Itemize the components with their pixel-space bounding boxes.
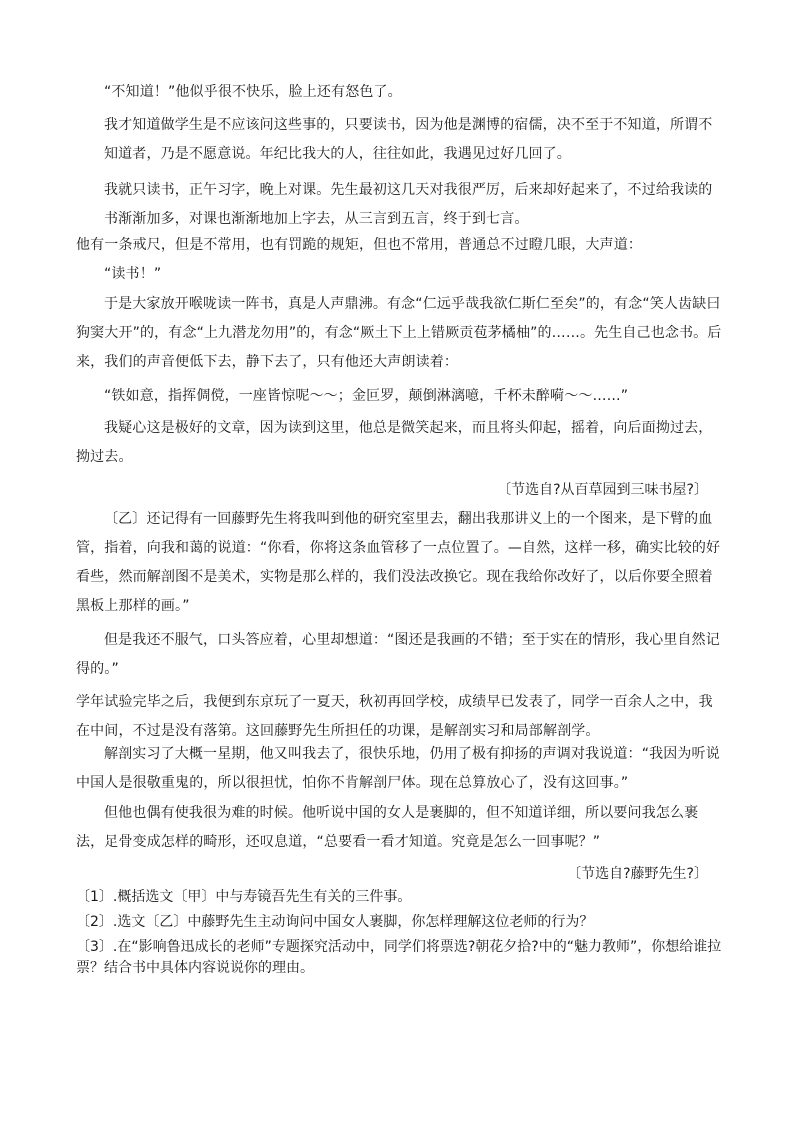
jia-paragraph-1: “不知道！”他似乎很不快乐，脸上还有怒色了。 xyxy=(104,84,402,100)
jia-paragraph-8: 我疑心这是极好的文章，因为读到这里，他总是微笑起来，而且将头仰起，摇着，向后面拗过去，拗过去。 xyxy=(76,420,713,465)
question-3: 〔3〕.在“影响鲁迅成长的老师”专题探究活动中，同学们将票选?朝花夕拾?中的“魅力教师”，你想给谁拉票？结合书中具体内容说说你的理由。 xyxy=(76,939,722,976)
yi-paragraph-3: 学年试验完毕之后，我便到东京玩了一夏天，秋初再回学校，成绩早已发表了，同学一百余人之中，我在中间，不过是没有落第。这回藤野先生所担任的功课，是解剖实习和局部解剖学。 xyxy=(76,694,713,739)
jia-paragraph-7: “铁如意，指挥倜傥，一座皆惊呢～～；金叵罗，颠倒淋漓噫，千杯未醉嗬～～……” xyxy=(104,388,629,404)
yi-source: 〔节选自?藤野先生?〕 xyxy=(567,866,708,882)
question-2: 〔2〕.选文〔乙〕中藤野先生主动询问中国女人裹脚，你怎样理解这位老师的行为？ xyxy=(76,914,594,930)
yi-paragraph-1: 〔乙〕还记得有一回藤野先生将我叫到他的研究室里去，翻出我那讲义上的一个图来，是下臂的血管，指着，向我和蔼的说道：“你看，你将这条血管移了一点位置了。—自然，这样一移，确实比较的好看些，然而解剖图不是美术，实物是那么样的，我们没法改换它。现在我给你改好了，以后你要全照着黑板上那样的画。” xyxy=(76,511,721,614)
jia-paragraph-4: 他有一条戒尺，但是不常用，也有罚跪的规矩，但也不常用，普通总不过瞪几眼，大声道： xyxy=(76,237,642,253)
jia-paragraph-6: 于是大家放开喉咙读一阵书，真是人声鼎沸。有念“仁远乎哉我欲仁斯仁至矣”的，有念“笑人齿缺曰狗窦大开”的，有念“上九潜龙勿用”的，有念“厥土下上上错厥贡苞茅橘柚”的……。先生自己也念书。后来，我们的声音便低下去，静下去了，只有他还大声朗读着： xyxy=(76,296,722,370)
jia-paragraph-5: “读书！” xyxy=(104,266,162,282)
jia-source: 〔节选自?从百草园到三味书屋?〕 xyxy=(497,482,708,498)
jia-paragraph-2: 我才知道做学生是不应该问这些事的，只要读书，因为他是渊博的宿儒，决不至于不知道，所谓不知道者，乃是不愿意说。年纪比我大的人，往往如此，我遇见过好几回了。 xyxy=(104,117,713,162)
yi-paragraph-2: 但是我还不服气，口头答应着，心里却想道：“图还是我画的不错；至于实在的情形，我心里自然记得的。” xyxy=(76,632,720,677)
question-1: 〔1〕.概括选文〔甲〕中与寿镜吾先生有关的三件事。 xyxy=(76,889,412,905)
jia-paragraph-3: 我就只读书，正午习字，晚上对课。先生最初这几天对我很严厉，后来却好起来了，不过给我读的书渐渐加多，对课也渐渐地加上字去，从三言到五言，终于到七言。 xyxy=(104,182,713,227)
yi-paragraph-5: 但他也偶有使我很为难的时候。他听说中国的女人是裹脚的，但不知道详细，所以要问我怎么裹法，足骨变成怎样的畸形，还叹息道，“总要看一看才知道。究竟是怎么一回事呢？” xyxy=(76,805,699,850)
yi-paragraph-4: 解剖实习了大概一星期，他又叫我去了，很快乐地，仍用了极有抑扬的声调对我说道：“我因为听说中国人是很敬重鬼的，所以很担忧，怕你不肯解剖尸体。现在总算放心了，没有这回事。” xyxy=(76,746,720,791)
